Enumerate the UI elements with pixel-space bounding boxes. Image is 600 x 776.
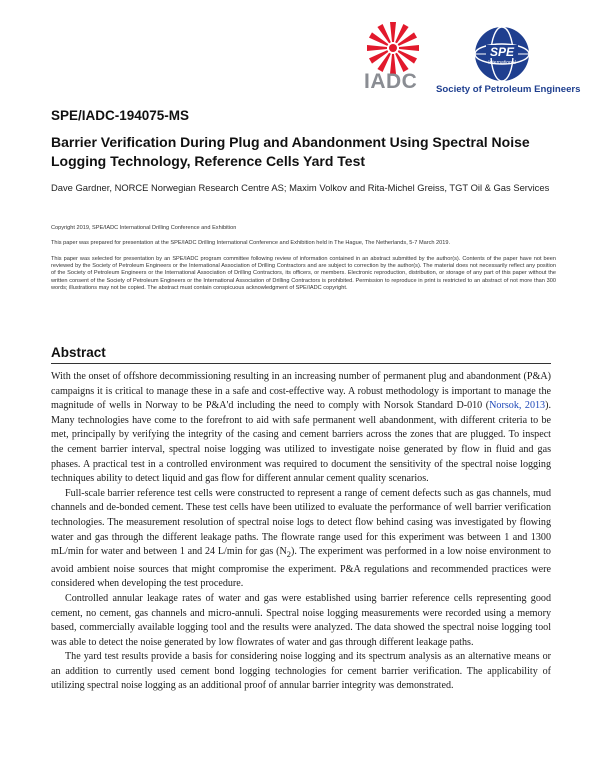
abstract-paragraph-4: The yard test results provide a basis for considering noise logging and its spectrum analysis as an alternative means or an addition to currently used cement bond logging technologies for cement barrier verification. The applicability of utilizing spectral noise logging as an additional proof of annular barrier integrity was demonstrated.: [51, 651, 551, 692]
abstract-paragraph-1: [51, 370, 551, 487]
paper-number: SPE/IADC-194075-MS: [51, 108, 190, 123]
abstract-paragraph-3: Controlled annular leakage rates of water and gas were established using barrier reference cells representing good cement, no cement, gas channels and micro-annuli. Spectral noise logging measurements were recorded using a memory based, commercially available logging tool and the results were analyzed. The data showed the spectral noise logging tool was able to detect the noise generated by low flowrates of water and gas through different leakage paths.: [51, 592, 551, 648]
citation-link[interactable]: Norsok, 2013: [489, 400, 546, 412]
paper-title: Barrier Verification During Plug and Abandonment Using Spectral Noise Logging Technology, Reference Cells Yard Test: [51, 134, 530, 169]
paragraph-text: ). The experiment was performed in a low noise environment to avoid ambient noise sources that might compromise the experiment. P&A regulations and recommended practices were considered when developing the test procedure.: [51, 546, 551, 590]
spe-wordmark: Society of Petroleum Engineers: [436, 84, 581, 95]
paragraph-text: ). Many technologies have come to the forefront to aid with safe permanent well abandonment, with different criteria to be met, principally by verifying the integrity of the casing and cement barriers across the zones that are plugged. To inspect the cement barrier interval, spectral noise logging was utilized to investigate noise generated by flow in fluid and gas phases. A practical test in a controlled environment was required to document the sensitivity of the spectral noise logging techniques ability to detect liquid and gas flow for different annular cement quality scenarios.: [51, 400, 551, 485]
spe-emblem-text: SPE: [489, 45, 515, 59]
abstract-paragraph-2: [51, 487, 551, 592]
iadc-wordmark: IADC: [364, 70, 418, 93]
paragraph-text: Full-scale barrier reference test cells were constructed to represent a range of cement defects such as gas channels, mud channels and de-bonded cement. These test cells have been utilized to evaluate the performance of well barrier verification technologies. The measurement resolution of spectral noise logs to detect flow behind casing was investigated by flowing water and gas through the different leakage paths. The flowrate range used for this experiment was between 1 and 1300 mL/min for water and between 1 and 24 L/min for gas (N: [51, 487, 551, 558]
abstract-heading: Abstract: [51, 345, 106, 360]
copyright-notice: Copyright 2019, SPE/IADC International Drilling Conference and Exhibition: [51, 225, 237, 231]
review-notice: This paper was selected for presentation by an SPE/IADC program committee following review of information contained in an abstract submitted by the author(s). Contents of the paper have not been reviewed by the Society of Petroleum Engineers or the International Association of Drilling Contractors and are subject to correction by the author(s). The material does not necessarily reflect any position of the Society of Petroleum Engineers or the International Association of Drilling Contractors, its officers, or members. Electronic reproduction, distribution, or storage of any part of this paper without the written consent of the Society of Petroleum Engineers or the International Association of Drilling Contractors is prohibited. Permission to reproduce in print is restricted to an abstract of not more than 300 words; illustrations may not be copied. The abstract must contain conspicuous acknowledgment of SPE/IADC copyright.: [51, 256, 556, 291]
paragraph-text: With the onset of offshore decommissioning resulting in an increasing number of permanent plug and abandonment (P&A) campaigns it is critical to manage these in a safe and cost-effective way. A robust methodology is important to manage the magnitude of wells in Norway to be P&A'd including the need to comply with Norsok Standard D-010 (: [51, 371, 551, 412]
presentation-notice: This paper was prepared for presentation at the SPE/IADC Drilling International Conference and Exhibition held in The Hague, The Netherlands, 5-7 March 2019.: [51, 240, 451, 246]
spe-emblem-subtext: International: [488, 60, 516, 66]
abstract-body: [51, 370, 551, 694]
authors: Dave Gardner, NORCE Norwegian Research Centre AS; Maxim Volkov and Rita-Michel Greiss, TGT Oil & Gas Services: [51, 182, 550, 193]
section-divider: [51, 363, 551, 364]
subscript: 2: [286, 550, 291, 560]
